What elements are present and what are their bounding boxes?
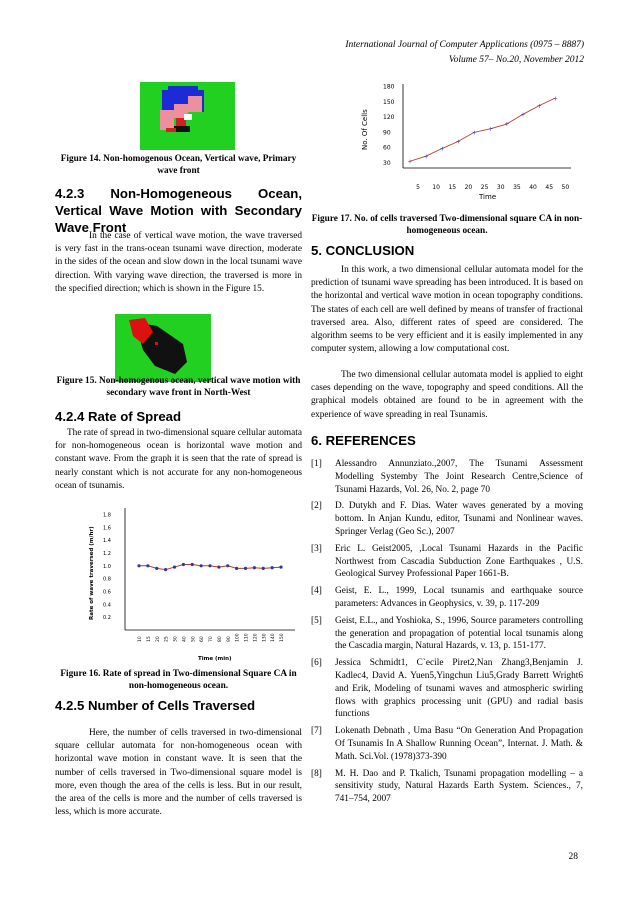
reference-item — [311, 500, 583, 538]
x-tick-label: 10 — [432, 184, 440, 191]
section-6-heading: 6. REFERENCES — [311, 433, 416, 448]
reference-text: Geist, E.L., and Yoshioka, S., 1996, Source parameters controlling the generation and propagation of potential local tsunamis along the Cascadia margin, Natural Hazards, v. 13, p. 151-177. — [335, 615, 583, 652]
reference-item — [311, 458, 583, 496]
reference-text: Alessandro Annunziato.,2007, The Tsunami Assessment Modelling Systemby The Joint Research Centre,Science of Tsunami Hazards, Vol. 26, No. 2, page 70 — [335, 459, 583, 495]
figure-15-caption: Figure 15. Non-homogenous ocean, vertical wave motion with secondary wave front in North-West — [56, 376, 301, 398]
y-tick-label: 0.6 — [103, 589, 111, 596]
x-tick-label: 110 — [244, 633, 250, 642]
y-axis-label: No. Of Cells — [361, 109, 369, 150]
y-tick-label: 0.2 — [103, 615, 111, 622]
figure-17-chart — [351, 76, 581, 206]
y-tick-label: 60 — [383, 144, 391, 152]
x-tick-label: 140 — [271, 633, 277, 642]
data-point: + — [439, 145, 445, 153]
reference-text: M. H. Dao and P. Tkalich, Tsunami propagation modelling – a sensitivity study, Natural Hazards Earth System. Sciences., 7, 741–754, 2007 — [335, 768, 583, 805]
section-4-2-3-text: In the case of vertical wave motion, the wave traversed is very fast in the trans-ocean tsunami wave direction, moderate in the sides of the ocean and slow down in the local tsunami wave direction. With varying wave direction, the traversed is more in the specified direction; which is shown in the Figure 15. — [55, 231, 302, 294]
x-tick-label: 90 — [226, 636, 232, 642]
figure-16-caption: Figure 16. Rate of spread in Two-dimensional Square CA in non-homogeneous ocean. — [60, 669, 297, 691]
x-tick-label: 45 — [545, 184, 554, 191]
data-point — [173, 565, 176, 568]
reference-item — [311, 768, 583, 806]
reference-item — [311, 657, 583, 721]
x-tick-label: 60 — [200, 636, 206, 642]
data-point — [137, 564, 140, 567]
reference-text: Geist, E. L., 1999, Local tsunamis and earthquake source parameters: Advances in Geophysics, v. 39, p. 117-209 — [335, 586, 583, 609]
section-5-heading: 5. CONCLUSION — [311, 243, 415, 258]
x-tick-label: 15 — [448, 184, 457, 191]
x-tick-label: 10 — [138, 636, 143, 642]
x-tick-label: 120 — [253, 633, 259, 642]
x-tick-label: 80 — [217, 636, 223, 642]
figure-15-image — [115, 314, 211, 382]
references-list — [311, 458, 583, 810]
conclusion-paragraph-1: In this work, a two dimensional cellular automata model for the prediction of tsunami wave spreading has been introduced. It is based on the horizontal and vertical wave motion in ocean topography conditions. The states of each cell are well defined by means of transfer of fractional traversed area. Also, different rates of speed are considered. The algorithm seems to be very efficient and it is easily implemented in any computer system, allowing a low computational cost. — [311, 265, 583, 355]
data-point — [253, 566, 256, 569]
x-tick-label: 15 — [146, 636, 152, 642]
data-point — [235, 567, 238, 570]
data-point — [217, 565, 220, 568]
y-tick-label: 1.6 — [103, 525, 111, 532]
data-point — [182, 563, 185, 566]
section-4-2-4-heading: 4.2.4 Rate of Spread — [55, 409, 182, 424]
data-point: + — [423, 153, 429, 161]
x-axis-label: Time (min) — [198, 656, 232, 662]
y-tick-label: 0.8 — [103, 576, 111, 583]
x-tick-label: 100 — [235, 633, 241, 642]
data-point — [244, 567, 247, 570]
data-point: + — [407, 158, 413, 166]
x-tick-label: 20 — [464, 184, 473, 191]
data-point: + — [488, 125, 494, 133]
x-tick-label: 40 — [529, 184, 537, 191]
series-line — [409, 98, 554, 161]
figure-14-image — [140, 82, 235, 150]
data-point: + — [472, 129, 478, 137]
data-point — [164, 568, 167, 571]
data-point — [200, 564, 203, 567]
data-point — [226, 564, 229, 567]
reference-text: Jessica Schmidt1, C`ecile Piret2,Nan Zhang3,Benjamin J. Kadlec4, David A. Yuen5,Yingchun Liu5,Grady Barrett Wright6 and Erik, Modeling of tsunami waves and atmospheric swirling flows with graphics processing unit (GPU) and radial basis functions — [335, 658, 583, 720]
reference-text: Lokenath Debnath , Uma Basu “On Generation And Propagation Of Tsunamis In A Shallow Running Ocean”, Internat. J. Math. & Math. Sci.Vol. (1978)373-390 — [335, 726, 583, 762]
y-tick-label: 1.8 — [103, 512, 111, 519]
x-tick-label: 20 — [155, 636, 161, 642]
reference-item — [311, 543, 583, 581]
data-point: + — [455, 138, 461, 146]
reference-number: [1] — [311, 459, 322, 469]
x-tick-label: 150 — [280, 633, 285, 642]
x-tick-label: 50 — [191, 636, 197, 642]
reference-number: [8] — [311, 768, 322, 779]
y-tick-label: 30 — [383, 159, 391, 167]
x-tick-label: 40 — [182, 636, 188, 642]
section-4-2-5-heading: 4.2.5 Number of Cells Traversed — [55, 698, 256, 713]
y-axis-label: Rate of wave traversed (m/hr) — [89, 526, 95, 620]
x-tick-label: 50 — [561, 184, 570, 191]
reference-number: [3] — [311, 543, 322, 554]
figure-14-caption: Figure 14. Non-homogenous Ocean, Vertical wave, Primary wave front — [60, 154, 297, 176]
data-point — [279, 565, 282, 568]
x-axis-label: Time — [479, 193, 497, 201]
data-point: + — [520, 111, 526, 119]
journal-title: International Journal of Computer Applications (0975 – 8887) — [345, 40, 584, 50]
section-4-2-4-text: The rate of spread in two-dimensional square cellular automata for non-homogeneous ocean is horizontal wave motion and constant wave. From the graph it is seen that the rate of spread is nearly constant which is not accurate for any non-homogeneous ocean of tsunamis. — [55, 428, 302, 491]
y-tick-label: 1.4 — [103, 538, 111, 545]
y-tick-label: 120 — [383, 114, 395, 122]
data-point: + — [552, 95, 558, 103]
reference-number: [4] — [311, 586, 322, 597]
reference-number: [5] — [311, 615, 322, 626]
x-tick-label: 130 — [262, 633, 268, 642]
reference-text: Eric L. Geist2005, ,Local Tsunami Hazards in the Pacific Northwest from Cascadia Subduction Zone Earthquakes , U.S. Geological Survey Professional Paper 1661-B. — [335, 543, 583, 580]
y-tick-label: 1.0 — [103, 563, 111, 570]
figure-17-caption: Figure 17. No. of cells traversed Two-dimensional square CA in non-homogeneous ocean. — [311, 214, 583, 236]
reference-item — [311, 585, 583, 611]
y-tick-label: 0.4 — [103, 602, 111, 609]
x-tick-label: 5 — [416, 184, 420, 191]
x-tick-label: 35 — [513, 184, 521, 191]
data-point — [271, 566, 274, 569]
y-tick-label: 150 — [383, 98, 395, 106]
reference-item — [311, 725, 583, 763]
x-tick-label: 25 — [164, 636, 170, 642]
x-tick-label: 70 — [209, 636, 214, 642]
data-point: + — [536, 102, 542, 110]
reference-text: D. Dutykh and F. Dias. Water waves generated by a moving bottom. In Anjan Kundu, editor, Tsunami and Nonlinear waves. Springer Verlag (Geo Sc.), 2007 — [335, 501, 583, 537]
x-tick-label: 30 — [496, 184, 505, 191]
data-point — [191, 563, 194, 566]
figure-16-chart — [75, 500, 301, 668]
data-point: + — [504, 121, 510, 129]
data-point — [155, 567, 158, 570]
x-tick-label: 25 — [480, 184, 489, 191]
data-point — [262, 567, 265, 570]
reference-number: [7] — [311, 726, 322, 737]
section-4-2-5-text: Here, the number of cells traversed in two-dimensional square cellular automata for non-homogeneous ocean with horizontal wave motion in constant wave. It is seen that the number of cells traversed in Two-dimensional square model is more, even though the area of the cells is less. But in our result, the area of the cells is more and the number of cells traversed is less, which is more accurate. — [55, 728, 302, 818]
data-point — [146, 564, 149, 567]
conclusion-paragraph-2: The two dimensional cellular automata model is applied to eight cases depending on the wave, topography and speed conditions. All the graphical models obtained are found to be in agreement with the experience of wave spreading in real Tsunamis. — [311, 370, 583, 420]
y-tick-label: 90 — [383, 129, 391, 137]
x-tick-label: 30 — [173, 636, 179, 642]
reference-item — [311, 615, 583, 653]
page-number: 28 — [568, 852, 578, 862]
y-tick-label: 1.2 — [103, 550, 111, 557]
reference-number: [6] — [311, 658, 322, 669]
y-tick-label: 180 — [383, 83, 395, 91]
data-point — [208, 564, 211, 567]
section-4-2-3-heading: 4.2.3 Non-Homogeneous Ocean, Vertical Wave Motion with Secondary Wave Front — [55, 186, 302, 235]
reference-number: [2] — [311, 501, 322, 512]
volume-info: Volume 57– No.20, November 2012 — [448, 55, 584, 65]
